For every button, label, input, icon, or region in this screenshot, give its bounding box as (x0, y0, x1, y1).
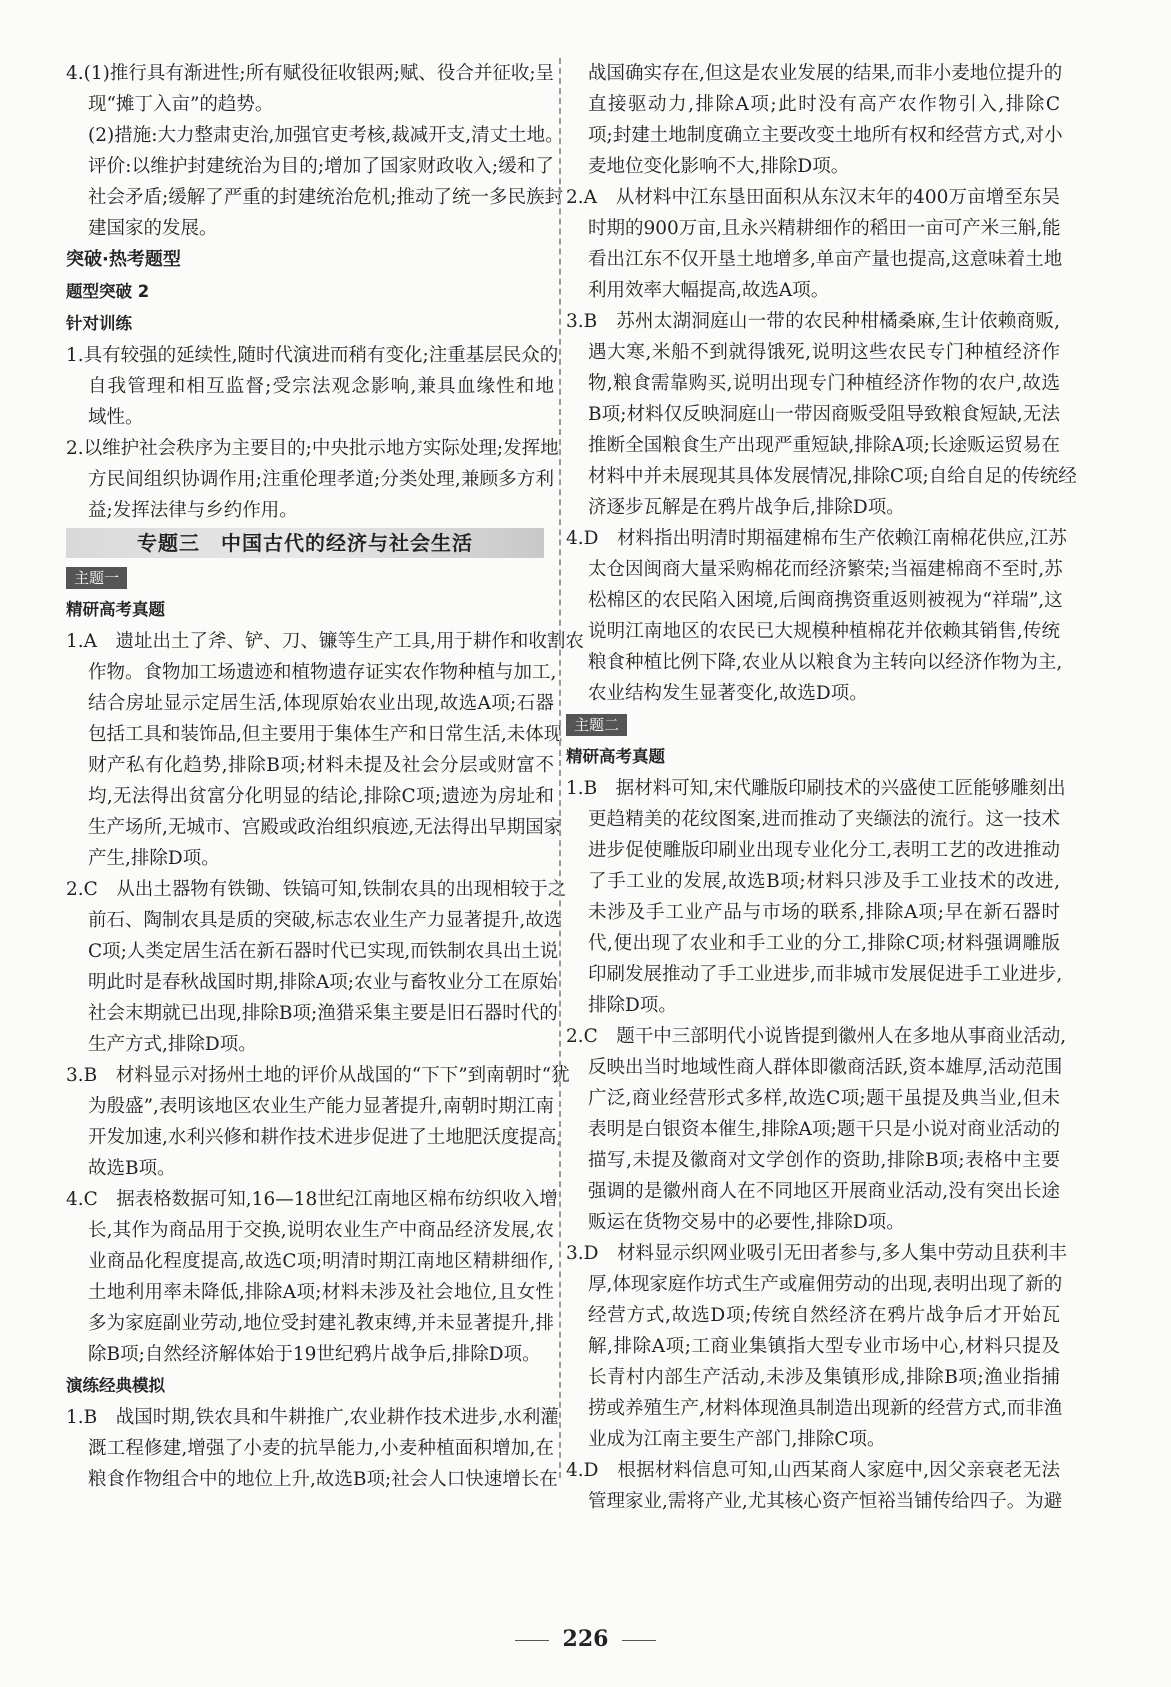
text-line: 看出江东不仅开垦土地增多,单亩产量也提高,这意味着土地 (588, 249, 1063, 270)
answer-paragraph (566, 1455, 1063, 1517)
answer-paragraph (566, 182, 1063, 306)
text-line: 强调的是徽州商人在不同地区开展商业活动,没有突出长途 (588, 1181, 1060, 1202)
subsection-heading: 演练经典模拟 (66, 1376, 165, 1395)
text-line: 物,粮食需靠购买,说明出现专门种植经济作物的农户,故选 (588, 373, 1060, 394)
text-line: 为殷盛”,表明该地区农业生产能力显著提升,南朝时期江南 (88, 1096, 554, 1117)
text-line: 广泛,商业经营形式多样,故选C项;题干虽提及典当业,但未 (588, 1088, 1060, 1109)
text-line: 2.C 题干中三部明代小说皆提到徽州人在多地从事商业活动, (566, 1026, 1067, 1047)
text-line: 生产方式,排除D项。 (88, 1034, 257, 1055)
topic-banner: 专题三 中国古代的经济与社会生活 (66, 528, 544, 558)
text-line: 贩运在货物交易中的必要性,排除D项。 (588, 1212, 905, 1233)
answer-paragraph (66, 58, 554, 120)
text-line: 包括工具和装饰品,但主要用于集体生产和日常生活,未体现 (88, 724, 563, 745)
text-line: 生产场所,无城市、宫殿或政治组织痕迹,无法得出早期国家 (88, 817, 563, 838)
text-line: 长,其作为商品用于交换,说明农业生产中商品经济发展,农 (88, 1220, 554, 1241)
text-line: 捞或养殖生产,材料体现渔具制造出现新的经营方式,而非渔 (588, 1398, 1063, 1419)
answer-paragraph (566, 1238, 1067, 1455)
text-line: 除B项;自然经济解体始于19世纪鸦片战争后,排除D项。 (88, 1344, 541, 1365)
text-line: 1.A 遗址出土了斧、铲、刀、镰等生产工具,用于耕作和收割农 (66, 631, 584, 652)
theme-badge-row (66, 562, 554, 594)
text-line: 排除D项。 (588, 995, 677, 1016)
text-line: 管理家业,需将产业,尤其核心资产恒裕当铺传给四子。为避 (588, 1491, 1063, 1512)
text-line: 社会矛盾;缓解了严重的封建统治危机;推动了统一多民族封 (88, 187, 563, 208)
theme-badge: 主题二 (566, 714, 627, 736)
text-line: 项;封建土地制度确立主要改变土地所有权和经营方式,对小 (588, 125, 1063, 146)
text-line: 4.C 据表格数据可知,16—18世纪江南地区棉布纺织收入增 (66, 1189, 558, 1210)
text-line: 材料中并未展现其具体发展情况,排除C项;自给自足的传统经 (588, 466, 1077, 487)
answer-paragraph (66, 874, 567, 1060)
text-line: 开发加速,水利兴修和耕作技术进步促进了土地肥沃度提高, (88, 1127, 563, 1148)
text-line: 自我管理和相互监督;受宗法观念影响,兼具血缘性和地 (88, 376, 554, 397)
text-line: 解,排除A项;工商业集镇指大型专业市场中心,材料只提及 (588, 1336, 1060, 1357)
text-line: 1.B 据材料可知,宋代雕版印刷技术的兴盛使工匠能够雕刻出 (566, 778, 1066, 799)
text-line: 社会末期就已出现,排除B项;渔猎采集主要是旧石器时代的 (88, 1003, 558, 1024)
text-line: 厚,体现家庭作坊式生产或雇佣劳动的出现,表明出现了新的 (588, 1274, 1063, 1295)
column-divider (559, 58, 561, 1478)
theme-badge: 主题一 (66, 567, 127, 589)
text-line: 作物。食物加工场遗迹和植物遗存证实农作物种植与加工, (88, 662, 557, 683)
page-number: 226 (562, 1626, 609, 1652)
text-line: 产生,排除D项。 (88, 848, 220, 869)
answer-paragraph (566, 306, 1077, 523)
text-line: 了手工业的发展,故选B项;材料只涉及手工业技术的改进, (588, 871, 1060, 892)
text-line: 农业结构发生显著变化,故选D项。 (588, 683, 868, 704)
text-line: 3.B 材料显示对扬州土地的评价从战国的“下下”到南朝时“犹 (66, 1065, 570, 1086)
text-line: 描写,未提及徽商对文学创作的资助,排除B项;表格中主要 (588, 1150, 1060, 1171)
text-line: 财产私有化趋势,排除B项;材料未提及社会分层或财富不 (88, 755, 554, 776)
text-line: 现“摊丁入亩”的趋势。 (88, 94, 274, 115)
text-line: 粮食作物组合中的地位上升,故选B项;社会人口快速增长在 (88, 1469, 558, 1490)
subsection-heading: 精研高考真题 (66, 600, 165, 619)
text-line: 故选B项。 (88, 1158, 176, 1179)
text-line: 经营方式,故选D项;传统自然经济在鸦片战争后才开始瓦 (588, 1305, 1060, 1326)
text-line: 更趋精美的花纹图案,进而推动了夹缬法的流行。这一技术 (588, 809, 1060, 830)
text-line: 印刷发展推动了手工业进步,而非城市发展促进手工业进步, (588, 964, 1063, 985)
text-line: B项;材料仅反映洞庭山一带因商贩受阻导致粮食短缺,无法 (588, 404, 1060, 425)
text-line: 2.以维护社会秩序为主要目的;中央批示地方实际处理;发挥地 (66, 438, 559, 459)
text-line: 土地利用率未降低,排除A项;材料未涉及社会地位,且女性 (88, 1282, 554, 1303)
text-line: 4.D 根据材料信息可知,山西某商人家庭中,因父亲衰老无法 (566, 1460, 1060, 1481)
text-line: 长青村内部生产活动,未涉及集镇形成,排除B项;渔业指捕 (588, 1367, 1060, 1388)
text-line: 结合房址显示定居生活,体现原始农业出现,故选A项;石器 (88, 693, 554, 714)
text-line: 评价:以维护封建统治为目的;增加了国家财政收入;缓和了 (88, 156, 554, 177)
text-line: 域性。 (88, 407, 144, 428)
text-line: 明此时是春秋战国时期,排除A项;农业与畜牧业分工在原始 (88, 972, 558, 993)
text-line: 太仓因闽商大量采购棉花而经济繁荣;当福建棉商不至时,苏 (588, 559, 1063, 580)
text-line: 利用效率大幅提高,故选A项。 (588, 280, 830, 301)
text-line: 麦地位变化影响不大,排除D项。 (588, 156, 850, 177)
text-line: 方民间组织协调作用;注重伦理孝道;分类处理,兼顾多方利 (88, 469, 554, 490)
text-line: 推断全国粮食生产出现严重短缺,排除A项;长途贩运贸易在 (588, 435, 1060, 456)
footer-dash-left (515, 1640, 549, 1641)
text-line: 3.D 材料显示织网业吸引无田者参与,多人集中劳动且获利丰 (566, 1243, 1067, 1264)
answer-paragraph (66, 120, 564, 244)
text-line: 说明江南地区的农民已大规模种植棉花并依赖其销售,传统 (588, 621, 1060, 642)
text-line: 2.A 从材料中江东垦田面积从东汉末年的400万亩增至东吴 (566, 187, 1060, 208)
answer-paragraph (66, 1402, 559, 1495)
text-line: 代,便出现了农业和手工业的分工,排除C项;材料强调雕版 (588, 933, 1060, 954)
text-line: 时期的900万亩,且永兴精耕细作的稻田一亩可产米三斛,能 (588, 218, 1061, 239)
text-line: (2)措施:大力整肃吏治,加强官吏考核,裁减开支,清丈土地。 (88, 125, 564, 146)
text-line: 直接驱动力,排除A项;此时没有高产农作物引入,排除C (588, 94, 1060, 115)
text-line: 2.C 从出土器物有铁锄、铁镐可知,铁制农具的出现相较于之 (66, 879, 567, 900)
answer-paragraph (566, 773, 1066, 1021)
text-line: 粮食种植比例下降,农业从以粮食为主转向以经济作物为主, (588, 652, 1063, 673)
text-line: 4.D 材料指出明清时期福建棉布生产依赖江南棉花供应,江苏 (566, 528, 1067, 549)
text-line: 1.具有较强的延续性,随时代演进而稍有变化;注重基层民众的 (66, 345, 559, 366)
answer-paragraph (66, 340, 559, 433)
answer-paragraph (66, 1184, 558, 1370)
text-line: 均,无法得出贫富分化明显的结论,排除C项;遗迹为房址和 (88, 786, 554, 807)
text-line: 多为家庭副业劳动,地位受封建礼教束缚,并未显著提升,排 (88, 1313, 554, 1334)
answer-paragraph (66, 433, 559, 526)
answer-paragraph (66, 626, 584, 874)
subsection-heading: 精研高考真题 (566, 747, 665, 766)
text-line: 未涉及手工业产品与市场的联系,排除A项;早在新石器时 (588, 902, 1060, 923)
text-line: 反映出当时地域性商人群体即徽商活跃,资本雄厚,活动范围 (588, 1057, 1063, 1078)
text-line: C项;人类定居生活在新石器时代已实现,而铁制农具出土说 (88, 941, 559, 962)
answer-paragraph (566, 523, 1067, 709)
text-line: 溉工程修建,增强了小麦的抗旱能力,小麦种植面积增加,在 (88, 1438, 554, 1459)
page-number-footer (0, 1626, 1171, 1652)
text-line: 松棉区的农民陷入困境,后闽商携资重返则被视为“祥瑞”,这 (588, 590, 1063, 611)
text-line: 遇大寒,米船不到就得饿死,说明这些农民专门种植经济作 (588, 342, 1060, 363)
text-line: 益;发挥法律与乡约作用。 (88, 500, 298, 521)
text-line: 进步促使雕版印刷业出现专业化分工,表明工艺的改进推动 (588, 840, 1060, 861)
text-line: 1.B 战国时期,铁农具和牛耕推广,农业耕作技术进步,水利灌 (66, 1407, 559, 1428)
section-heading: 突破·热考题型 (66, 249, 181, 270)
text-line: 战国确实存在,但这是农业发展的结果,而非小麦地位提升的 (588, 63, 1063, 84)
text-line: 业商品化程度提高,故选C项;明清时期江南地区精耕细作, (88, 1251, 554, 1272)
theme-badge-row (566, 709, 1060, 741)
subsection-heading: 题型突破 2 (66, 282, 150, 301)
text-line: 前石、陶制农具是质的突破,标志农业生产力显著提升,故选 (88, 910, 563, 931)
text-line: 4.(1)推行具有渐进性;所有赋役征收银两;赋、役合并征收;呈 (66, 63, 555, 84)
answer-paragraph (66, 1060, 570, 1184)
footer-dash-right (622, 1640, 656, 1641)
text-line: 3.B 苏州太湖洞庭山一带的农民种柑橘桑麻,生计依赖商贩, (566, 311, 1060, 332)
subsection-heading: 针对训练 (66, 314, 132, 333)
text-line: 建国家的发展。 (88, 218, 218, 239)
text-line: 表明是白银资本催生,排除A项;题干只是小说对商业活动的 (588, 1119, 1060, 1140)
left-column (66, 58, 584, 1495)
text-line: 济逐步瓦解是在鸦片战争后,排除D项。 (588, 497, 905, 518)
right-column (566, 58, 1077, 1517)
answer-paragraph (566, 1021, 1067, 1238)
answer-paragraph (566, 58, 1063, 182)
text-line: 业成为江南主要生产部门,排除C项。 (588, 1429, 886, 1450)
